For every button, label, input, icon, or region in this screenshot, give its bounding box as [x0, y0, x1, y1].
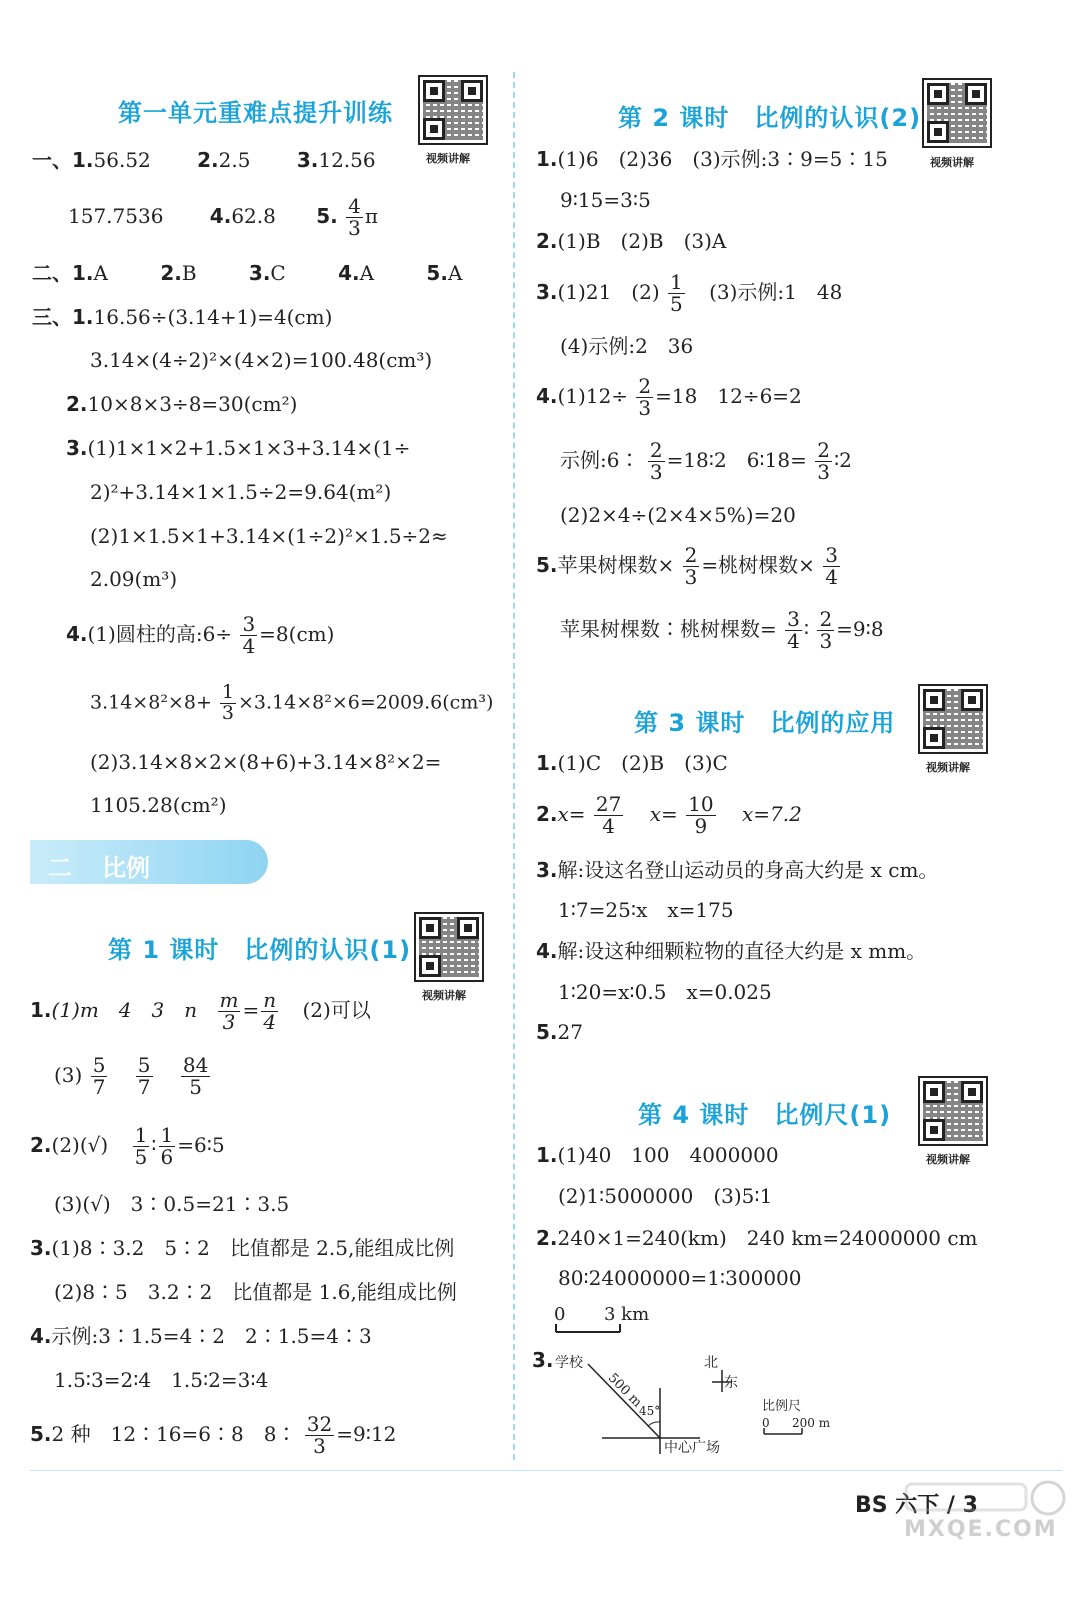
answer-line: 5.2 种 12∶16=6∶8 8∶ $\frac{32}{3}$ =9∶12 — [30, 1412, 397, 1458]
banner-number: 二 — [48, 854, 72, 882]
qr-code-lesson1[interactable] — [414, 912, 484, 982]
column-divider — [513, 72, 515, 1460]
qr-code-lesson4[interactable] — [918, 1076, 988, 1146]
qr-label: 视频讲解 — [926, 1153, 970, 1166]
answer-line: 5.27 — [536, 1020, 583, 1044]
answer-line: 3. — [532, 1348, 554, 1372]
map-center-label: 中心广场 — [664, 1440, 720, 1456]
answer-line: 2)²+3.14×1×1.5÷2=9.64(m²) — [90, 480, 392, 504]
answer-line: (2)1×1.5×1+3.14×(1÷2)²×1.5÷2≈ — [90, 524, 448, 548]
lesson2-title: 第 2 课时 比例的认识(2) — [618, 104, 922, 132]
answer-line: (2)2×4÷(2×4×5%)=20 — [560, 503, 796, 527]
fraction: $\frac{1}{3}$ — [221, 681, 234, 724]
answer-line: 80∶24000000=1∶300000 — [558, 1266, 802, 1290]
watermark-text: MXQE.COM — [904, 1517, 1058, 1542]
footer-rule — [30, 1470, 1062, 1471]
lesson4-title: 第 4 课时 比例尺(1) — [638, 1101, 892, 1129]
qr-code-lesson2[interactable] — [922, 78, 992, 148]
answer-line: 2.09(m³) — [90, 567, 178, 591]
page-footer: BS 六下 / 3 — [855, 1493, 978, 1518]
answer-line: (3)(√) 3∶0.5=21∶3.5 — [54, 1192, 290, 1216]
map-north-label: 北 — [704, 1355, 718, 1371]
answer-line: 1105.28(cm²) — [90, 793, 227, 817]
answer-line: (2)1∶5000000 (3)5∶1 — [558, 1184, 773, 1208]
qr-label: 视频讲解 — [422, 989, 466, 1002]
answer-line: 三、1.16.56÷(3.14+1)=4(cm) — [32, 305, 333, 329]
lesson1-title: 第 1 课时 比例的认识(1) — [108, 936, 412, 964]
map-scale-value: 200 m — [792, 1416, 831, 1430]
qr-label: 视频讲解 — [930, 156, 974, 169]
answer-line: 示例:6∶ $\frac{2}{3}$ =18∶2 6∶18= $\frac{2}{3}$ ∶2 — [560, 438, 852, 484]
answer-line: 4.(1)12÷ $\frac{2}{3}$ =18 12÷6=2 — [536, 374, 802, 420]
fraction: $\frac{2}{3}$ — [638, 374, 652, 420]
fraction: $\frac{5}{7}$ — [92, 1053, 106, 1099]
scale-label: 3 km — [604, 1304, 650, 1325]
answer-line: 157.7536 4.62.8 5. $\frac{4}{3}$ π — [68, 194, 378, 240]
fraction: $\frac{27}{4}$ — [595, 792, 622, 838]
map-east-label: 东 — [724, 1375, 738, 1391]
answer-line: (4)示例:2 36 — [560, 334, 694, 358]
answer-line: 苹果树棵数∶桃树棵数= $\frac{3}{4}$ ∶ $\frac{2}{3}$ =9∶8 — [560, 607, 884, 653]
unit1-title: 第一单元重难点提升训练 — [118, 99, 393, 127]
answer-line: 3.(1)21 (2) $\frac{1}{5}$ (3)示例:1 48 — [536, 270, 843, 316]
answer-line: 1.(1)C (2)B (3)C — [536, 751, 728, 775]
answer-line: 4.(1)圆柱的高:6÷ $\frac{3}{4}$ =8(cm) — [66, 612, 335, 658]
qr-code-unit1[interactable] — [418, 75, 488, 145]
fraction: $\frac{2}{3}$ — [817, 438, 830, 484]
fraction: $\frac{10}{9}$ — [688, 792, 714, 838]
answer-line: 5.苹果树棵数× $\frac{2}{3}$ =桃树棵数× $\frac{3}{4}$ — [536, 543, 838, 589]
answer-line: 9∶15=3∶5 — [560, 188, 651, 212]
answer-line: 3.(1)1×1×2+1.5×1×3+3.14×(1÷ — [66, 436, 411, 460]
line-scale-bar — [554, 1322, 624, 1334]
answer-line: (2)3.14×8×2×(8+6)+3.14×8²×2= — [90, 750, 442, 774]
answer-line: 3.解:设这名登山运动员的身高大约是 x cm。 — [536, 858, 939, 882]
answer-line: 3.14×8²×8+ $\frac{1}{3}$ ×3.14×8²×6=2009.6(cm³) — [90, 681, 494, 724]
answer-line: 4.示例:3∶1.5=4∶2 2∶1.5=4∶3 — [30, 1324, 372, 1348]
answer-line: 1.(1)40 100 4000000 — [536, 1143, 779, 1167]
fraction: $\frac{3}{4}$ — [787, 607, 800, 653]
answer-line: 3.14×(4÷2)²×(4×2)=100.48(cm³) — [90, 348, 433, 372]
answer-line: 1∶7=25∶x x=175 — [558, 898, 734, 922]
banner-title: 比例 — [102, 854, 150, 882]
map-angle-label: 45° — [639, 1404, 661, 1418]
answer-line: 1.5∶3=2∶4 1.5∶2=3∶4 — [54, 1368, 269, 1392]
fraction: $\frac{2}{3}$ — [819, 607, 833, 653]
watermark-logo-icon — [898, 1476, 1068, 1516]
fraction: $\frac{2}{3}$ — [684, 543, 698, 589]
fraction: $\frac{4}{3}$ — [348, 194, 361, 240]
fraction: $\frac{2}{3}$ — [649, 438, 663, 484]
fraction: $\frac{m}{3}$ — [219, 988, 239, 1034]
fraction: $\frac{1}{5}$ — [669, 270, 683, 316]
fraction: $\frac{3}{4}$ — [242, 612, 256, 658]
answer-line: 2.10×8×3÷8=30(cm²) — [66, 392, 298, 416]
map-scale-zero: 0 — [762, 1416, 770, 1430]
fraction: $\frac{n}{4}$ — [263, 988, 277, 1034]
answer-line: 1∶20=x∶0.5 x=0.025 — [558, 980, 772, 1004]
fraction: $\frac{3}{4}$ — [825, 543, 838, 589]
answer-line: 2.(2)(√) $\frac{1}{5}$ ∶ $\frac{1}{6}$ =6∶5 — [30, 1123, 225, 1169]
qr-label: 视频讲解 — [926, 761, 970, 774]
fraction: $\frac{1}{5}$ — [134, 1123, 148, 1169]
answer-line: 二、1.A 2.B 3.C 4.A 5.A — [32, 261, 463, 285]
answer-line: 2.(1)B (2)B (3)A — [536, 229, 727, 253]
answer-line: 1.(1)6 (2)36 (3)示例:3∶9=5∶15 — [536, 147, 888, 171]
answer-line: 2.x= $\frac{27}{4}$ x= $\frac{10}{9}$ x=7.2 — [536, 792, 802, 838]
answer-line: 一、1.56.52 2.2.5 3.12.56 — [32, 148, 376, 172]
qr-label: 视频讲解 — [426, 152, 470, 165]
answer-line: (3) $\frac{5}{7}$ $\frac{5}{7}$ $\frac{84}{5}$ — [54, 1053, 209, 1099]
site-watermark — [898, 1476, 1068, 1546]
answer-line: 1.(1)m 4 3 n $\frac{m}{3}$ = $\frac{n}{4}$ (2)可以 — [30, 988, 371, 1034]
lesson3-title: 第 3 课时 比例的应用 — [634, 709, 896, 737]
fraction: $\frac{5}{7}$ — [137, 1053, 151, 1099]
answer-line: 3.(1)8∶3.2 5∶2 比值都是 2.5,能组成比例 — [30, 1236, 455, 1260]
fraction: $\frac{84}{5}$ — [182, 1053, 209, 1099]
map-scale-title: 比例尺 — [762, 1399, 802, 1414]
scale-zero: 0 — [554, 1304, 566, 1325]
qr-code-lesson3[interactable] — [918, 684, 988, 754]
map-distance-label: 500 m — [604, 1370, 645, 1411]
answer-line: (2)8∶5 3.2∶2 比值都是 1.6,能组成比例 — [54, 1280, 457, 1304]
unit2-banner — [30, 840, 268, 884]
map-school-label: 学校 — [555, 1355, 583, 1371]
fraction: $\frac{32}{3}$ — [306, 1412, 333, 1458]
fraction: $\frac{1}{6}$ — [160, 1123, 174, 1169]
answer-line: 2.240×1=240(km) 240 km=24000000 cm — [536, 1226, 978, 1250]
answer-line: 4.解:设这种细颗粒物的直径大约是 x mm。 — [536, 939, 927, 963]
